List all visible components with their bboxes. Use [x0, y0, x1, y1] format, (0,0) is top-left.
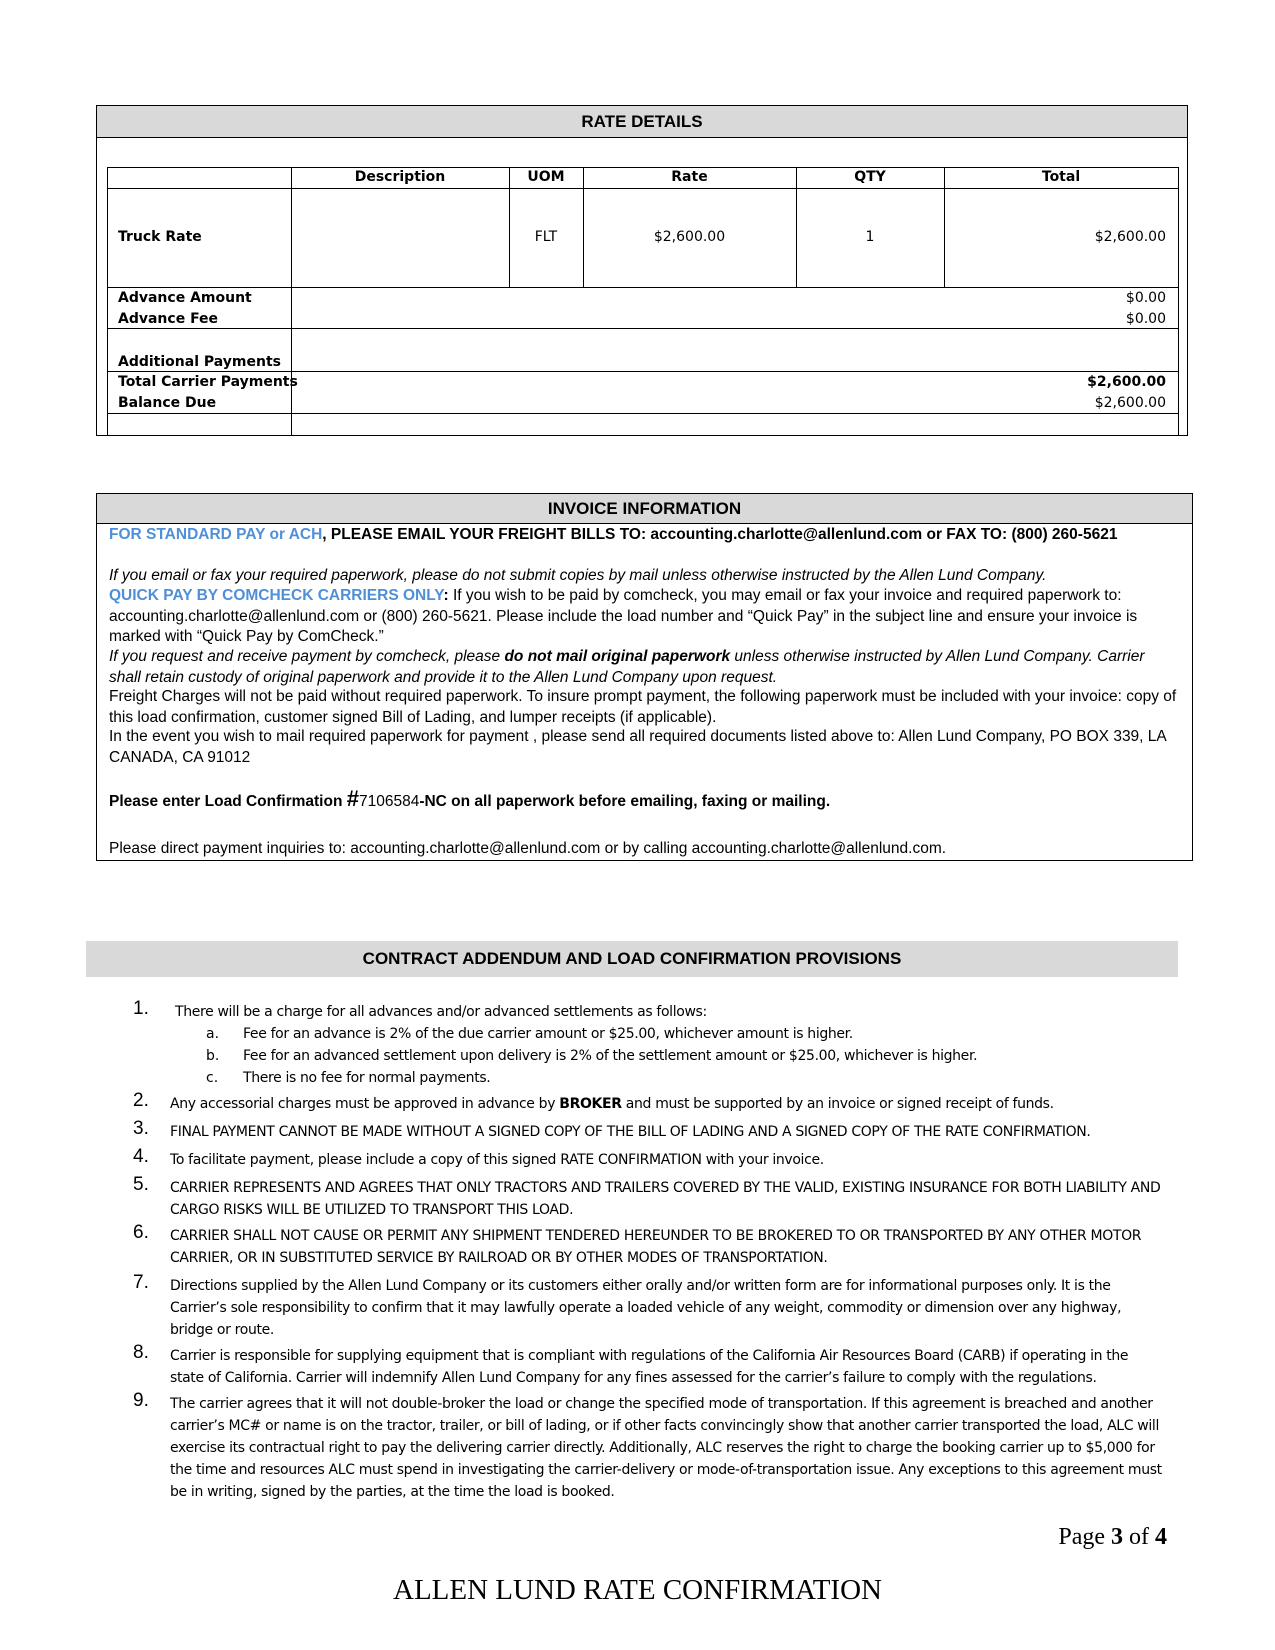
- provision-1-line: There will be a charge for all advances and/or advanced settlements as follows:: [175, 1004, 707, 1020]
- comcheck-post: unless otherwise instructed by Allen Lund Company. Carrier shall retain custody of original paperwork and provide it to the Allen Lund Company upon request.: [109, 648, 1145, 686]
- provision-9-line: the time and resources ALC must spend in investigating the carrier-delivery or mode-of-transportation issue. Any exceptions to this agreement must: [170, 1462, 1162, 1478]
- quick-pay-paragraph: [109, 586, 1179, 648]
- provision-5-line: CARGO RISKS WILL BE UTILIZED TO TRANSPORT THIS LOAD.: [170, 1202, 574, 1218]
- provision-2-post: and must be supported by an invoice or signed receipt of funds.: [621, 1096, 1054, 1112]
- provision-number: 4.: [133, 1146, 149, 1167]
- comcheck-paragraph: [109, 647, 1179, 688]
- provision-4-line: To facilitate payment, please include a copy of this signed RATE CONFIRMATION with your invoice.: [170, 1152, 824, 1168]
- truck-rate-total: $2,600.00: [1094, 229, 1166, 245]
- provision-9-line: carrier’s MC# or name is on the tractor, trailer, or bill of lading, or if other facts convincingly show that another carrier transported the load, ALC will: [170, 1418, 1159, 1434]
- sub-item-letter: c.: [206, 1070, 219, 1086]
- page-current: 3: [1111, 1524, 1123, 1550]
- quick-pay-colon: :: [443, 587, 449, 604]
- standard-pay-paragraph: [109, 525, 1179, 546]
- provision-8-line: state of California. Carrier will indemnify Allen Lund Company for any fines assessed for the carrier’s failure to comply with the regulations.: [170, 1370, 1097, 1386]
- additional-payments-label: Additional Payments: [118, 354, 281, 370]
- provision-5-line: CARRIER REPRESENTS AND AGREES THAT ONLY TRACTORS AND TRAILERS COVERED BY THE VALID, EXISTING INSURANCE FOR BOTH LIABILITY AND: [170, 1180, 1161, 1196]
- invoice-information-title: INVOICE INFORMATION: [97, 494, 1192, 524]
- standard-pay-label: FOR STANDARD PAY or ACH: [109, 526, 323, 543]
- total-carrier-payments-value: $2,600.00: [1087, 374, 1166, 390]
- load-conf-hash: #: [346, 786, 359, 811]
- sub-item-text: Fee for an advance is 2% of the due carrier amount or $25.00, whichever amount is higher.: [243, 1026, 853, 1042]
- col-header-rate: Rate: [671, 169, 708, 185]
- provision-number: 2.: [133, 1090, 149, 1111]
- contract-addendum-title: CONTRACT ADDENDUM AND LOAD CONFIRMATION PROVISIONS: [86, 941, 1178, 977]
- provision-number: 3.: [133, 1118, 149, 1139]
- invoice-information-section: [96, 493, 1193, 861]
- provision-2-line: [170, 1093, 1054, 1115]
- footer-title: ALLEN LUND RATE CONFIRMATION: [393, 1574, 882, 1606]
- quick-pay-label: QUICK PAY BY COMCHECK CARRIERS ONLY: [109, 587, 444, 604]
- email-fax-note: If you email or fax your required paperwork, please do not submit copies by mail unless otherwise instructed by the Allen Lund Company.: [109, 567, 1047, 584]
- provision-6-line: CARRIER SHALL NOT CAUSE OR PERMIT ANY SHIPMENT TENDERED HEREUNDER TO BE BROKERED TO OR TRANSPORTED BY ANY OTHER MOTOR: [170, 1228, 1142, 1244]
- truck-rate-uom: FLT: [534, 229, 558, 245]
- quick-pay-text: If you wish to be paid by comcheck, you may email or fax your invoice and required paperwork to: accounting.charlotte@allenlund.com or (800) 260-5621. Please include the load number and “Quick Pay” in the subject line and ensure your invoice is marked with “Quick Pay by ComCheck.”: [109, 587, 1138, 645]
- sub-item-text: Fee for an advanced settlement upon delivery is 2% of the settlement amount or $25.00, whichever is higher.: [243, 1048, 978, 1064]
- sub-item-letter: b.: [206, 1048, 220, 1064]
- provision-8-line: Carrier is responsible for supplying equipment that is compliant with regulations of the California Air Resources Board (CARB) if operating in the: [170, 1348, 1129, 1364]
- provision-number: 6.: [133, 1222, 149, 1243]
- page-number: [1058, 1524, 1167, 1551]
- advance-fee-value: $0.00: [1125, 311, 1166, 327]
- payment-inquiries: Please direct payment inquiries to: accounting.charlotte@allenlund.com or by calling accounting.charlotte@allenlund.com.: [109, 840, 947, 857]
- balance-due-value: $2,600.00: [1094, 395, 1166, 411]
- sub-item-letter: a.: [206, 1026, 220, 1042]
- standard-pay-text: , PLEASE EMAIL YOUR FREIGHT BILLS TO: accounting.charlotte@allenlund.com or FAX TO: (800) 260-5621: [322, 526, 1118, 543]
- load-conf-pre: Please enter Load Confirmation: [109, 793, 347, 810]
- provision-6-line: CARRIER, OR IN SUBSTITUTED SERVICE BY RAILROAD OR BY OTHER MODES OF TRANSPORTATION.: [170, 1250, 828, 1266]
- load-conf-post: -NC on all paperwork before emailing, faxing or mailing.: [419, 793, 831, 810]
- rate-details-section: [96, 105, 1188, 436]
- col-header-description: Description: [354, 169, 446, 185]
- provision-9-line: exercise its contractual right to pay the delivering carrier directly. Additionally, ALC reserves the right to charge the booking carrier up to $5,000 for: [170, 1440, 1155, 1456]
- col-header-qty: QTY: [854, 169, 886, 185]
- provision-9-line: be in writing, signed by the parties, at the time the load is booked.: [170, 1484, 615, 1500]
- provision-number: 7.: [133, 1272, 149, 1293]
- sub-item-text: There is no fee for normal payments.: [243, 1070, 491, 1086]
- provision-2-bold: BROKER: [559, 1096, 622, 1112]
- col-header-total: Total: [1041, 169, 1081, 185]
- provision-7-line: Carrier’s sole responsibility to confirm that it may lawfully operate a loaded vehicle of any weight, commodity or dimension over any highway,: [170, 1300, 1122, 1316]
- mail-paragraph: In the event you wish to mail required paperwork for payment , please send all required documents listed above to: Allen Lund Company, PO BOX 339, LA CANADA, CA 91012: [109, 728, 1166, 766]
- advance-amount-value: $0.00: [1125, 290, 1166, 306]
- advance-amount-label: Advance Amount: [118, 290, 252, 306]
- total-carrier-payments-label: Total Carrier Payments: [118, 374, 298, 390]
- page-word: Page: [1058, 1524, 1111, 1550]
- col-header-uom: UOM: [527, 169, 565, 185]
- rate-details-title: RATE DETAILS: [97, 106, 1187, 138]
- provision-9-line: The carrier agrees that it will not double-broker the load or change the specified mode of transportation. If this agreement is breached and another: [170, 1396, 1153, 1412]
- provision-2-pre: Any accessorial charges must be approved in advance by: [170, 1096, 560, 1112]
- provision-3-line: FINAL PAYMENT CANNOT BE MADE WITHOUT A SIGNED COPY OF THE BILL OF LADING AND A SIGNED COPY OF THE RATE CONFIRMATION.: [170, 1124, 1091, 1140]
- provision-number: 9.: [133, 1390, 149, 1411]
- provision-number: 1.: [133, 998, 149, 1019]
- truck-rate-qty: 1: [865, 229, 875, 245]
- load-confirmation-paragraph: [109, 786, 1179, 813]
- comcheck-bold: do not mail original paperwork: [504, 648, 731, 665]
- balance-due-label: Balance Due: [118, 395, 217, 411]
- provision-number: 5.: [133, 1174, 149, 1195]
- truck-rate-rate: $2,600.00: [653, 229, 726, 245]
- advance-fee-label: Advance Fee: [118, 311, 219, 327]
- comcheck-pre: If you request and receive payment by comcheck, please: [109, 648, 505, 665]
- provision-number: 8.: [133, 1342, 149, 1363]
- provision-7-line: bridge or route.: [170, 1322, 274, 1338]
- page-of: of: [1123, 1524, 1155, 1550]
- page-total: 4: [1155, 1524, 1167, 1550]
- provision-7-line: Directions supplied by the Allen Lund Company or its customers either orally and/or written form are for informational purposes only. It is the: [170, 1278, 1111, 1294]
- load-conf-number: 7106584: [358, 793, 420, 810]
- truck-rate-label: Truck Rate: [118, 229, 202, 245]
- freight-charges-paragraph: Freight Charges will not be paid without required paperwork. To insure prompt payment, the following paperwork must be included with your invoice: copy of this load confirmation, customer signed Bill of Lading, and lumper receipts (if applicable).: [109, 688, 1177, 726]
